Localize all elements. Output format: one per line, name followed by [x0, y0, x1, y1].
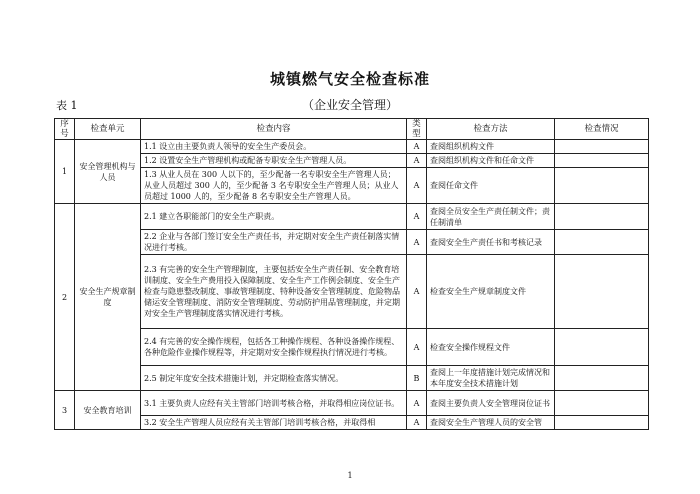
inspection-method: 查阅主要负责人安全管理岗位证书 [427, 391, 555, 416]
inspection-unit: 安全教育培训 [75, 391, 141, 430]
item-type: A [407, 255, 427, 329]
inspection-result [555, 391, 649, 416]
item-type: A [407, 168, 427, 204]
item-type: A [407, 140, 427, 154]
table-row [55, 255, 649, 329]
table-header-row [55, 119, 649, 140]
inspection-content: 2.4 有完善的安全操作规程，包括各工种操作规程、各种设备操作规程、各种危险作业操作规程等，并定期对安全操作规程执行情况进行考核。 [141, 329, 407, 366]
item-type: B [407, 366, 427, 391]
inspection-method: 检查安全生产规章制度文件 [427, 255, 555, 329]
inspection-method: 检查安全操作规程文件 [427, 329, 555, 366]
inspection-content: 2.5 制定年度安全技术措施计划，并定期检查落实情况。 [141, 366, 407, 391]
inspection-method: 查阅任命文件 [427, 168, 555, 204]
inspection-result [555, 366, 649, 391]
inspection-content: 2.1 建立各职能部门的安全生产职责。 [141, 204, 407, 230]
table-row [55, 416, 649, 430]
inspection-method: 查阅安全生产管理人员的安全管 [427, 416, 555, 430]
inspection-table [54, 118, 649, 430]
inspection-method: 查阅全员安全生产责任制文件；责任制清单 [427, 204, 555, 230]
page-number: 1 [347, 471, 353, 480]
inspection-unit: 安全管理机构与人员 [75, 140, 141, 204]
item-type: A [407, 391, 427, 416]
inspection-unit: 安全生产规章制度 [75, 204, 141, 391]
header-method: 检查方法 [427, 119, 555, 140]
item-type: A [407, 154, 427, 168]
table-row [55, 204, 649, 230]
inspection-content: 3.1 主要负责人应经有关主管部门培训考核合格，并取得相应岗位证书。 [141, 391, 407, 416]
inspection-method: 查阅安全生产责任书和考核记录 [427, 230, 555, 255]
inspection-result [555, 255, 649, 329]
inspection-content: 1.2 设置安全生产管理机构或配备专职安全生产管理人员。 [141, 154, 407, 168]
inspection-content: 2.2 企业与各部门签订安全生产责任书，并定期对安全生产责任制落实情况进行考核。 [141, 230, 407, 255]
inspection-result [555, 204, 649, 230]
item-type: A [407, 230, 427, 255]
inspection-result [555, 416, 649, 430]
inspection-result [555, 154, 649, 168]
inspection-method: 查阅上一年度措施计划完成情况和本年度安全技术措施计划 [427, 366, 555, 391]
table-row [55, 154, 649, 168]
table-row [55, 140, 649, 154]
inspection-method: 查阅组织机构文件和任命文件 [427, 154, 555, 168]
table-row [55, 366, 649, 391]
inspection-content: 2.3 有完善的安全生产管理制度，主要包括安全生产责任制、安全教育培训制度、安全生产费用投入保障制度、安全生产工作例会制度、安全生产检查与隐患整改制度、事故管理制度、特种设备安全管理制度、危险物品储运安全管理制度、消防安全管理制度、劳动防护用品管理制度，并定期对安全生产管理制度落实情况进行考核。 [141, 255, 407, 329]
table-number: 表 1 [56, 99, 78, 112]
inspection-result [555, 168, 649, 204]
inspection-method: 查阅组织机构文件 [427, 140, 555, 154]
item-type: A [407, 204, 427, 230]
document-subtitle: （企业安全管理） [301, 98, 398, 112]
header-no: 序号 [55, 119, 75, 140]
row-number: 1 [55, 140, 75, 204]
item-type: A [407, 416, 427, 430]
table-row [55, 230, 649, 255]
document-title: 城镇燃气安全检查标准 [269, 70, 430, 88]
header-type: 类型 [407, 119, 427, 140]
row-number: 2 [55, 204, 75, 391]
table-row [55, 391, 649, 416]
inspection-content: 1.1 设立由主要负责人领导的安全生产委员会。 [141, 140, 407, 154]
inspection-content: 1.3 从业人员在 300 人以下的，至少配备一名专职安全生产管理人员；从业人员超过 300 人的，至少配备 3 名专职安全生产管理人员；从业人员超过 1000 人的，至少配备 8 名专职安全生产管理人员。 [141, 168, 407, 204]
table-row [55, 329, 649, 366]
table-row [55, 168, 649, 204]
inspection-content: 3.2 安全生产管理人员应经有关主管部门培训考核合格，并取得相 [141, 416, 407, 430]
inspection-result [555, 230, 649, 255]
item-type: A [407, 329, 427, 366]
row-number: 3 [55, 391, 75, 430]
header-content: 检查内容 [141, 119, 407, 140]
header-result: 检查情况 [555, 119, 649, 140]
header-unit: 检查单元 [75, 119, 141, 140]
inspection-result [555, 329, 649, 366]
inspection-result [555, 140, 649, 154]
